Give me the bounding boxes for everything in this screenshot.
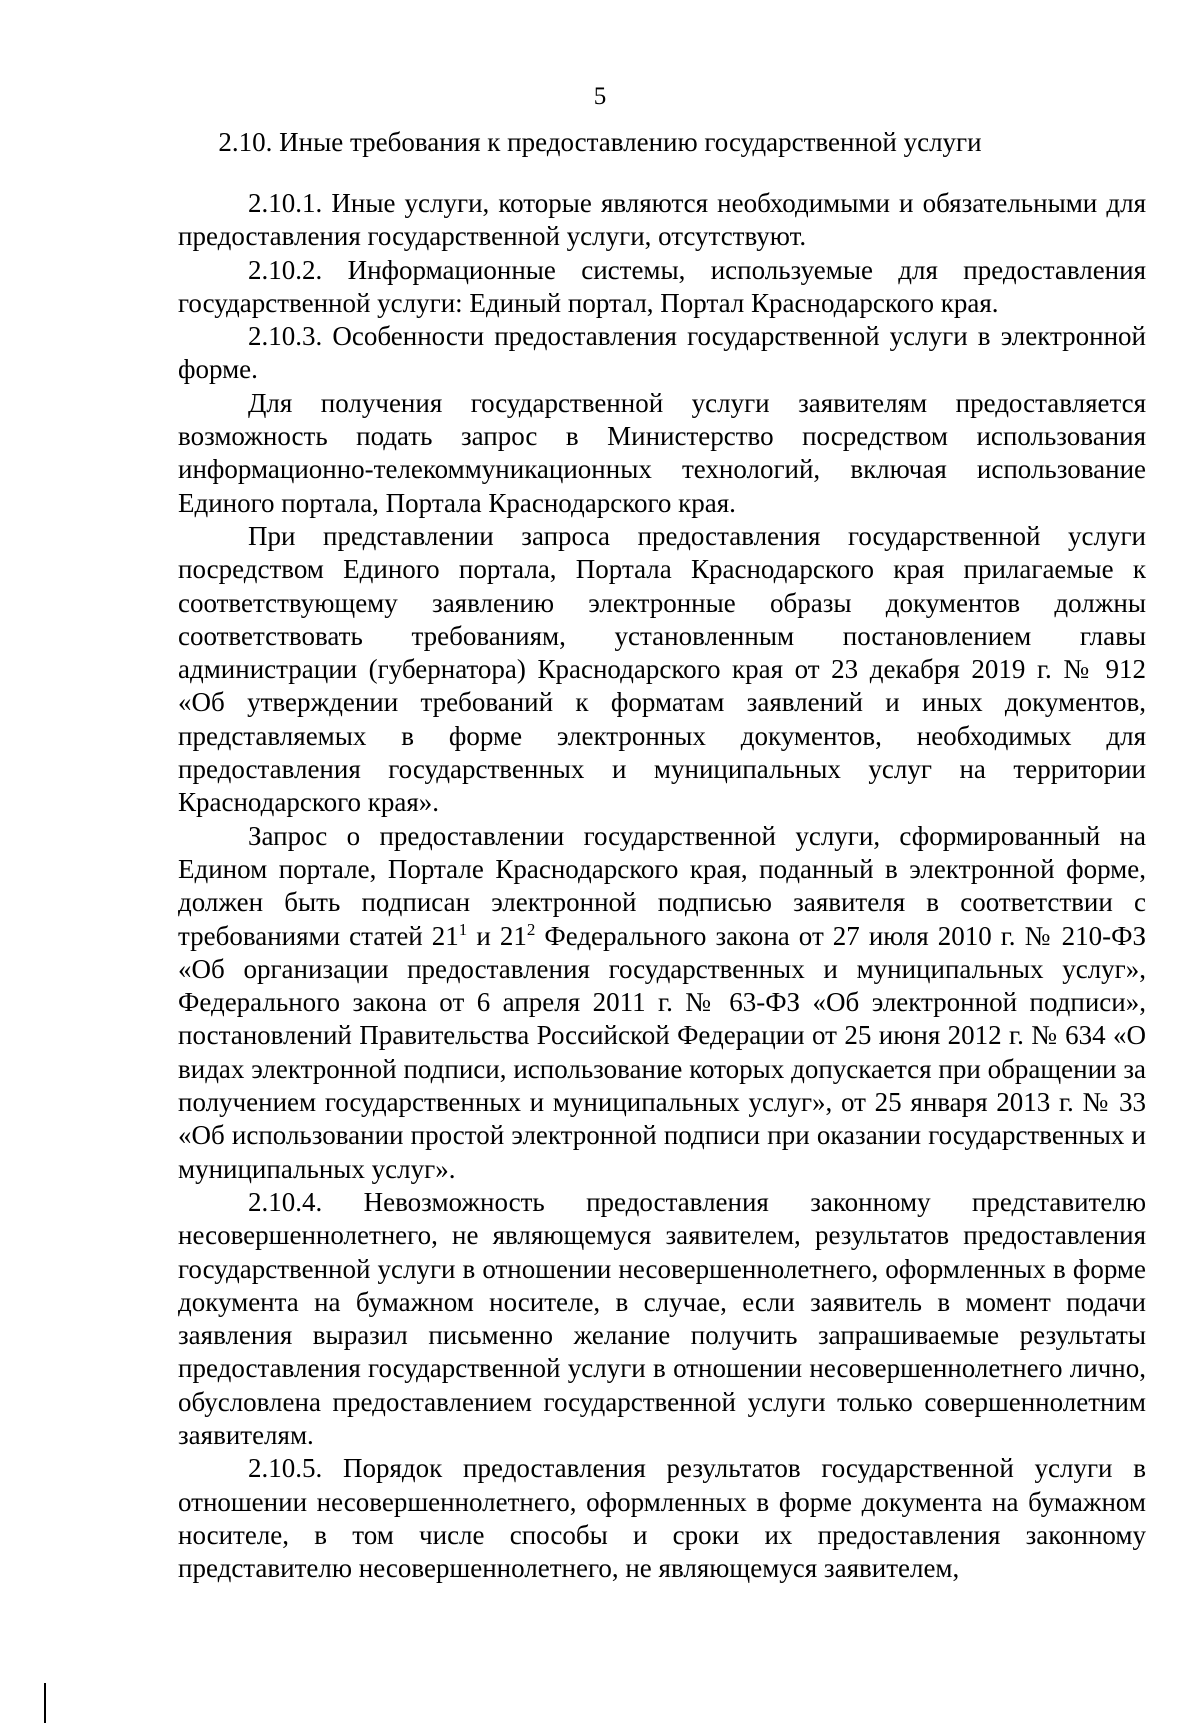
paragraph-2-10-1: 2.10.1. Иные услуги, которые являются необходимыми и обязательными для предоставления государственной услуги, отсутствуют.: [178, 188, 1146, 252]
page-number: 5: [593, 83, 607, 110]
signature-text-part-2: и 21: [467, 920, 527, 951]
paragraph-2-10-2: 2.10.2. Информационные системы, используемые для предоставления государственной услуги: Единый портал, Портал Краснодарского края.: [178, 254, 1146, 318]
document-body: [178, 187, 1146, 1585]
paragraph-electronic-signature: [178, 820, 1146, 1186]
paragraph-2-10-5: 2.10.5. Порядок предоставления результатов государственной услуги в отношении несовершеннолетнего, оформленных в форме документа на бумажном носителе, в том числе способы и сроки их предоставления законному представителю несовершеннолетнего, не являющемуся заявителем,: [178, 1453, 1146, 1584]
signature-text-part-1: Запрос о предоставлении государственной услуги, сформированный на Едином портале, Портале Краснодарского края, поданный в электронной форме, должен быть подписан электронной подписью заявителя в соответствии с требованиями статей 21: [178, 820, 1146, 951]
paragraph-electronic-request: Для получения государственной услуги заявителям предоставляется возможность подать запрос в Министерство посредством использования информационно-телекоммуникационных технологий, включая использование Единого портала, Портала Краснодарского края.: [178, 387, 1146, 518]
paragraph-2-10-4: 2.10.4. Невозможность предоставления законному представителю несовершеннолетнего, не являющемуся заявителем, результатов предоставления государственной услуги в отношении несовершеннолетнего, оформленных в форме документа на бумажном носителе, в случае, если заявитель в момент подачи заявления выразил письменно желание получить запрашиваемые результаты предоставления государственной услуги в отношении несовершеннолетнего лично, обусловлена предоставлением государственной услуги только совершеннолетним заявителям.: [178, 1186, 1146, 1450]
paragraph-document-images: При представлении запроса предоставления государственной услуги посредством Единого портала, Портала Краснодарского края прилагаемые к соответствующему заявлению электронные образы документов должны соответствовать требованиям, установленным постановлением главы администрации (губернатора) Краснодарского края от 23 декабря 2019 г. № 912 «Об утверждении требований к форматам заявлений и иных документов, представляемых в форме электронных документов, необходимых для предоставления государственных и муниципальных услуг на территории Краснодарского края».: [178, 520, 1146, 818]
superscript-1: 1: [458, 919, 468, 939]
section-heading: 2.10. Иные требования к предоставлению государственной услуги: [218, 127, 982, 157]
paragraph-2-10-3: 2.10.3. Особенности предоставления государственной услуги в электронной форме.: [178, 321, 1146, 385]
superscript-2: 2: [526, 919, 536, 939]
signature-text-part-3: Федерального закона от 27 июля 2010 г. № 210-ФЗ «Об организации предоставления государственных и муниципальных услуг», Федерального закона от 6 апреля 2011 г. № 63-ФЗ «Об электронной подписи», постановлений Правительства Российской Федерации от 25 июня 2012 г. № 634 «О видах электронной подписи, использование которых допускается при обращении за получением государственных и муниципальных услуг», от 25 января 2013 г. № 33 «Об использовании простой электронной подписи при оказании государственных и муниципальных услуг».: [178, 920, 1146, 1184]
scan-edge-mark: [44, 1683, 46, 1723]
